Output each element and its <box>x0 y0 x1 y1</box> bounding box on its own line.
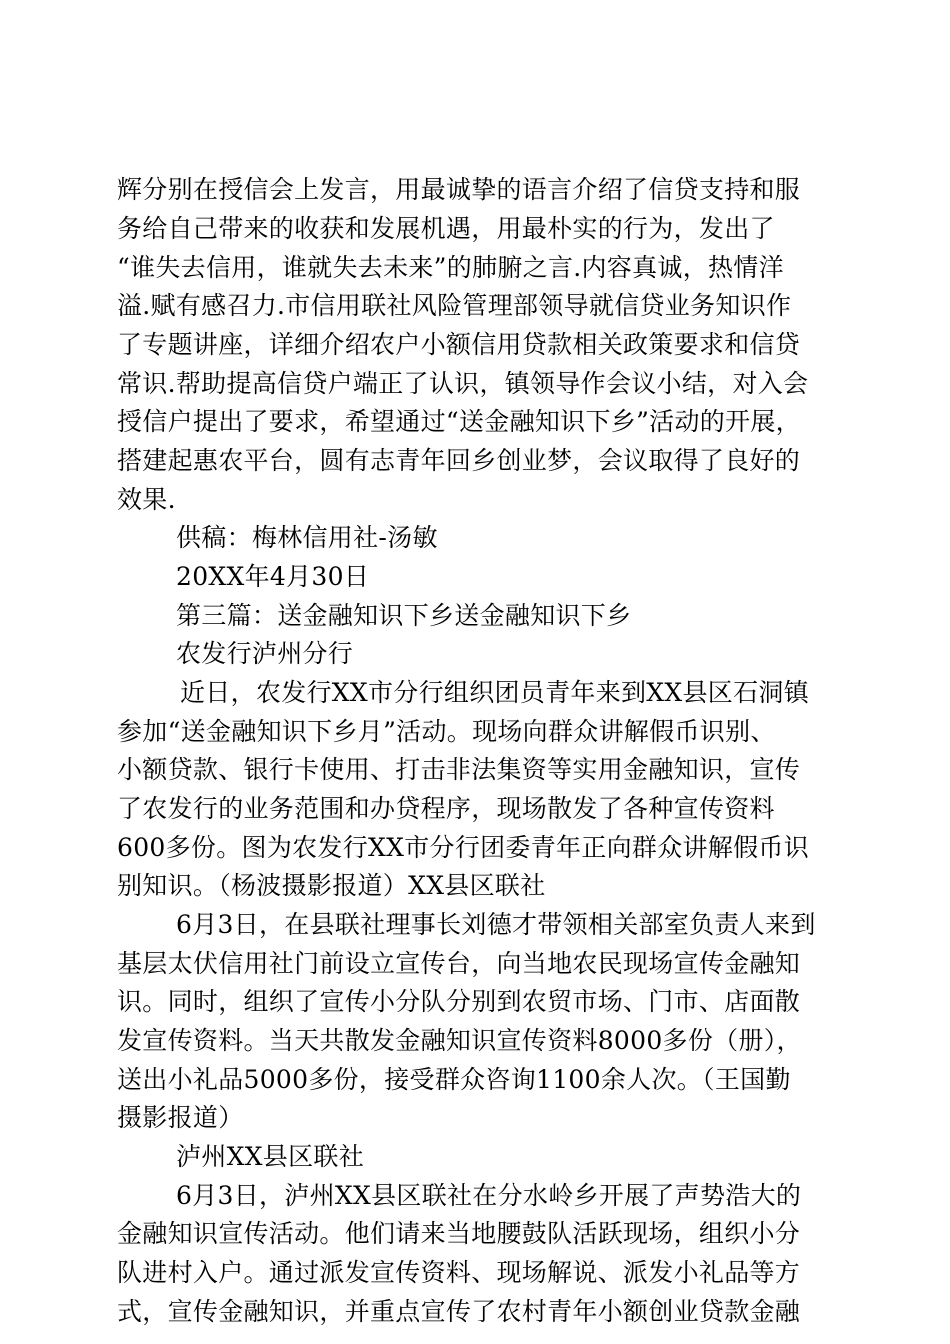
body-text-line: 发宣传资料。当天共散发金融知识宣传资料8000多份（册）， <box>117 1026 802 1055</box>
body-text-line: 小额贷款、银行卡使用、打击非法集资等实用金融知识，宣传 <box>117 755 801 784</box>
body-text-line: 队进村入户。通过派发宣传资料、现场解说、派发小礼品等方 <box>117 1258 801 1287</box>
body-text-line: 送出小礼品5000多份，接受群众咨询1100余人次。（王国勤 <box>117 1065 791 1094</box>
body-text-line: 6月3日，在县联社理事长刘德才带领相关部室负责人来到 <box>176 910 816 939</box>
credit-line: 供稿：梅林信用社-汤敏 <box>176 523 438 552</box>
body-text-line: 了农发行的业务范围和办贷程序，现场散发了各种宣传资料 <box>117 794 775 823</box>
body-text-line: 参加“送金融知识下乡月”活动。现场向群众讲解假币识别、 <box>117 717 776 746</box>
body-text-line: 摄影报道） <box>117 1103 244 1132</box>
body-text-line: 600多份。图为农发行XX市分行团委青年正向群众讲解假币识 <box>117 833 810 862</box>
body-text-line: 式，宣传金融知识，并重点宣传了农村青年小额创业贷款金融 <box>117 1297 801 1326</box>
body-text-line: 金融知识宣传活动。他们请来当地腰鼓队活跃现场，组织小分 <box>117 1219 801 1248</box>
body-text-line: 了专题讲座，详细介绍农户小额信用贷款相关政策要求和信贷 <box>117 330 801 359</box>
body-text-line: 务给自己带来的收获和发展机遇，用最朴实的行为，发出了 <box>117 214 775 243</box>
body-text-line: “谁失去信用，谁就失去未来”的肺腑之言.内容真诚，热情洋 <box>117 253 784 282</box>
body-text-line: 授信户提出了要求，希望通过“送金融知识下乡”活动的开展， <box>117 407 801 436</box>
body-text-line: 识。同时，组织了宣传小分队分别到农贸市场、门市、店面散 <box>117 987 801 1016</box>
body-text-line: 基层太伏信用社门前设立宣传台，向当地农民现场宣传金融知 <box>117 949 801 978</box>
body-text-line: 6月3日，泸州XX县区联社在分水岭乡开展了声势浩大的 <box>176 1181 802 1210</box>
body-text-line: 别知识。（杨波摄影报道）XX县区联社 <box>117 871 546 900</box>
body-text-line: 溢.赋有感召力.市信用联社风险管理部领导就信贷业务知识作 <box>117 291 792 320</box>
body-text-line: 近日，农发行XX市分行组织团员青年来到XX县区石洞镇 <box>180 678 809 707</box>
body-text-line: 效果. <box>117 485 176 514</box>
body-text-line: 辉分别在授信会上发言，用最诚挚的语言介绍了信贷支持和服 <box>117 175 801 204</box>
section-heading: 第三篇：送金融知识下乡送金融知识下乡 <box>176 601 632 630</box>
body-text-line: 常识.帮助提高信贷户端正了认识，镇领导作会议小结，对入会 <box>117 369 809 398</box>
body-text-line: 搭建起惠农平台，圆有志青年回乡创业梦，会议取得了良好的 <box>117 446 801 475</box>
date-line: 20XX年4月30日 <box>176 562 370 591</box>
subheading: 农发行泸州分行 <box>176 639 354 668</box>
subheading: 泸州XX县区联社 <box>176 1142 364 1171</box>
